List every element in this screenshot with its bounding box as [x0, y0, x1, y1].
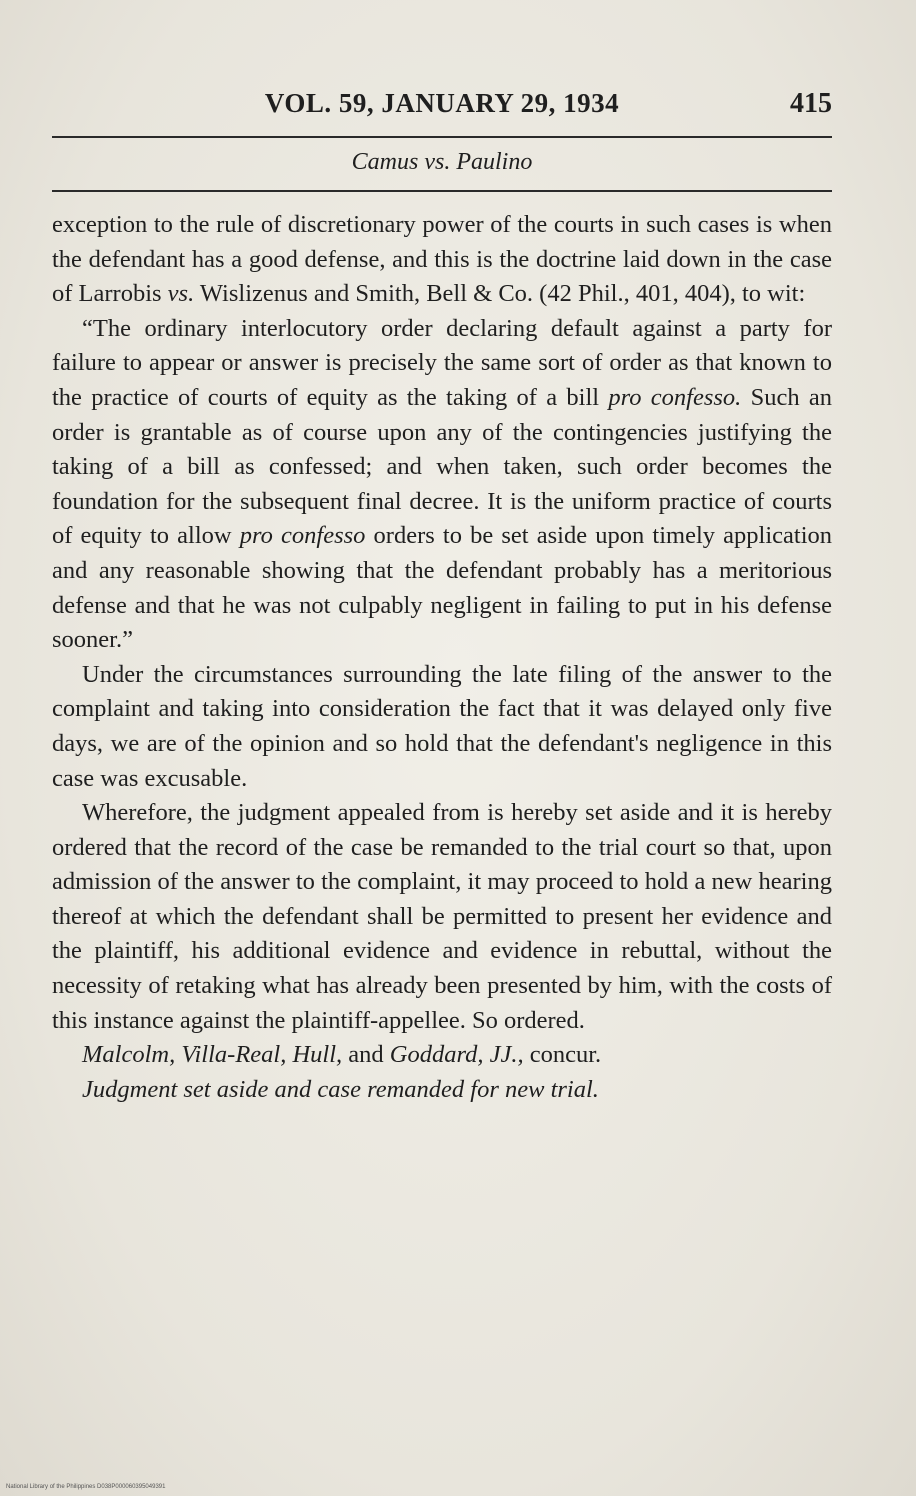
- disposition-line: Judgment set aside and case remanded for new trial.: [82, 1075, 599, 1103]
- running-head: VOL. 59, JANUARY 29, 1934: [264, 88, 620, 118]
- page-number: 415: [790, 88, 832, 119]
- case-title: Camus vs. Paulino: [351, 149, 533, 175]
- header-rule-bottom: [52, 190, 832, 192]
- page-header: [52, 88, 832, 128]
- quoted-paragraph: “The ordinary interlocutory order declaring default against a party for failure to appear or answer is precisely the same sort of order as that known to the practice of courts of equity as the taking of a bill pro confesso. Such an order is grantable as of course upon any of the contingencies justifying the taking of a bill as confessed; and when taken, such order becomes the foundation for the subsequent final decree. It is the uniform practice of courts of equity to allow pro confesso orders to be set aside upon timely application and any reasonable showing that the defendant probably has a meritorious defense and that he was not culpably negligent in failing to put in his defense sooner.”: [52, 314, 832, 654]
- paragraph-4: Wherefore, the judgment appealed from is hereby set aside and it is hereby ordered that the record of the case be remanded to the trial court so that, upon admission of the answer to the complaint, it may proceed to hold a new hearing thereof at which the defendant shall be permitted to present her evidence and the plaintiff, his additional evidence and evidence in rebuttal, without the necessity of retaking what has already been presented by him, with the costs of this instance against the plaintiff-appellee. So ordered.: [52, 799, 832, 1034]
- header-rule-top: [52, 136, 832, 138]
- scan-footer: National Library of the Philippines D038P000060395049391: [6, 1484, 166, 1490]
- paragraph-1: exception to the rule of discretionary power of the courts in such cases is when the defendant has a good defense, and this is the doctrine laid down in the case of Larrobis vs. Wislizenus and Smith, Bell & Co. (42 Phil., 401, 404), to wit:: [52, 211, 832, 308]
- paragraph-3: Under the circumstances surrounding the late filing of the answer to the complaint and taking into consideration the fact that it was delayed only five days, we are of the opinion and so hold that the defendant's negligence in this case was excusable.: [52, 660, 832, 792]
- body-text: [52, 208, 832, 1107]
- concurrence-line: Malcolm, Villa-Real, Hull, and Goddard, JJ., concur.: [82, 1041, 602, 1069]
